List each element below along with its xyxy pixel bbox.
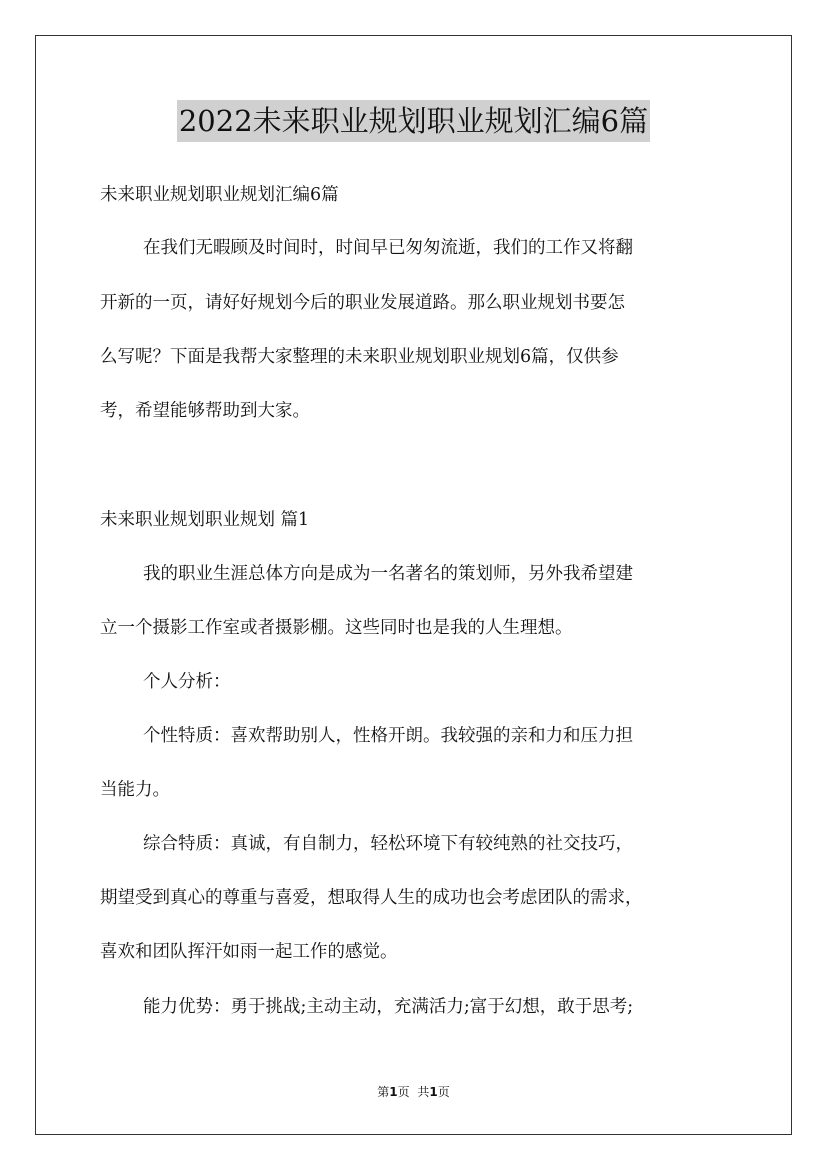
paragraph-line: 综合特质：真诚，有自制力，轻松环境下有较纯熟的社交技巧， [143,834,633,854]
title-container [0,100,827,142]
paragraph-line: 期望受到真心的尊重与喜爱，想取得人生的成功也会考虑团队的需求， [100,888,643,908]
total-label-suffix: 页 [437,1085,450,1099]
section-heading: 未来职业规划职业规划 篇1 [100,510,310,530]
paragraph-line: 开新的一页，请好好规划今后的职业发展道路。那么职业规划书要怎 [100,293,625,313]
page-label-suffix: 页 [397,1085,410,1099]
paragraph-line: 当能力。 [100,780,170,800]
total-pages: 1 [429,1085,438,1099]
paragraph-line: 个人分析： [143,672,231,692]
total-label-prefix: 共 [417,1085,430,1099]
paragraph-line: 考，希望能够帮助到大家。 [100,401,310,421]
paragraph-line: 我的职业生涯总体方向是成为一名著名的策划师，另外我希望建 [143,564,633,584]
paragraph-line: 在我们无暇顾及时间时，时间早已匆匆流逝，我们的工作又将翻 [143,238,633,258]
paragraph-line: 能力优势：勇于挑战;主动主动，充满活力;富于幻想，敢于思考; [143,997,634,1017]
page-number: 1 [389,1085,398,1099]
page-footer [0,1083,827,1100]
paragraph-line: 么写呢？下面是我帮大家整理的未来职业规划职业规划6篇，仅供参 [100,347,619,367]
page-label-prefix: 第 [377,1085,390,1099]
paragraph-line: 喜欢和团队挥汗如雨一起工作的感觉。 [100,942,398,962]
paragraph-line: 立一个摄影工作室或者摄影棚。这些同时也是我的人生理想。 [100,618,573,638]
paragraph-line: 个性特质：喜欢帮助别人，性格开朗。我较强的亲和力和压力担 [143,726,633,746]
document-title: 2022未来职业规划职业规划汇编6篇 [177,100,650,142]
subtitle-line: 未来职业规划职业规划汇编6篇 [100,185,339,205]
